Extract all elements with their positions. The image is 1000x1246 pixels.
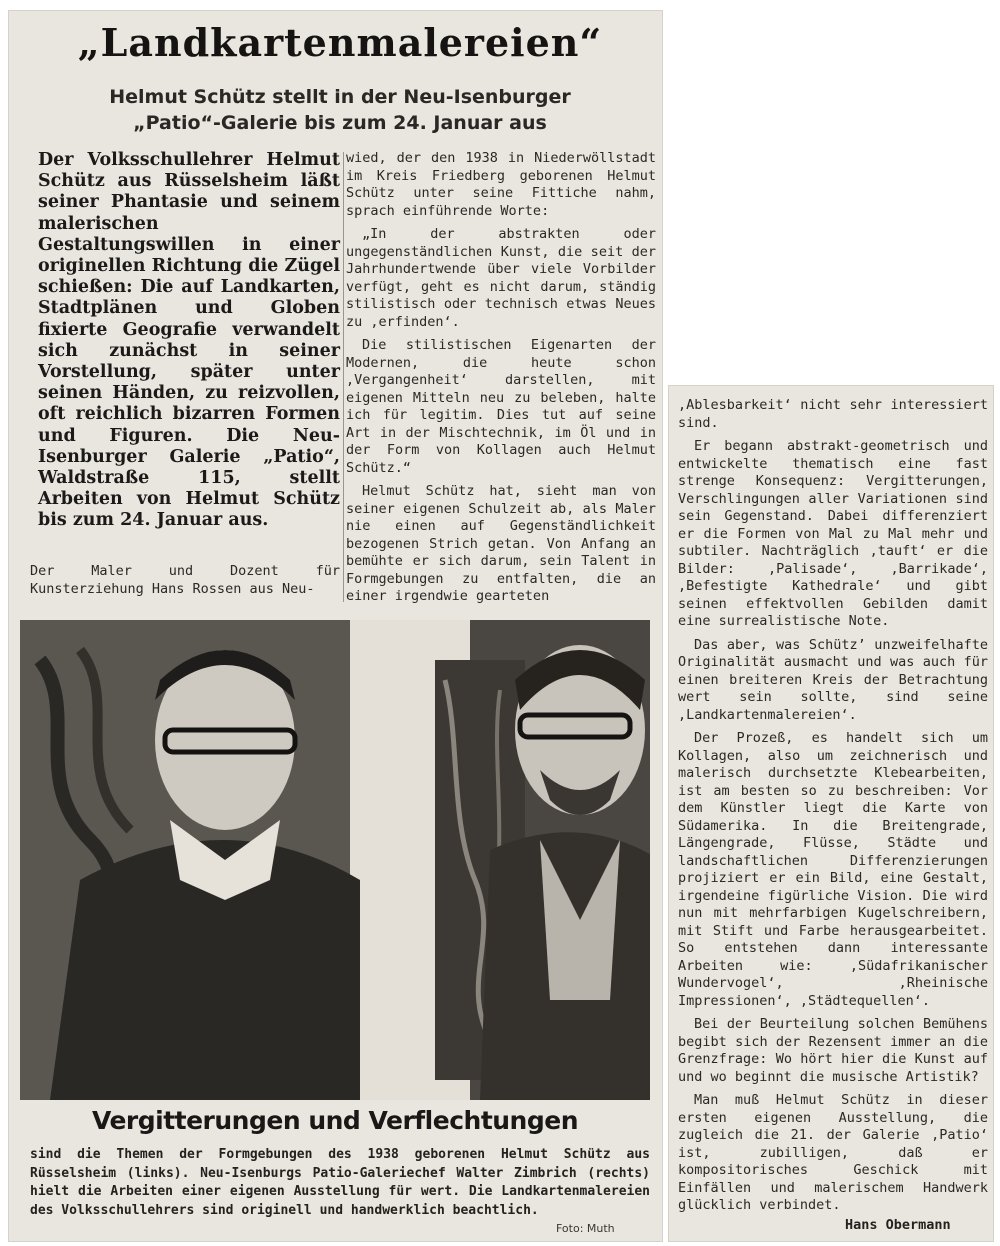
photo-caption-title: Vergitterungen und Verflechtungen [91, 1106, 579, 1135]
continuation-paragraph: Er begann abstrakt-geometrisch und entwickelte thematisch eine fast strenge Konsequenz: Vergitterungen, Verschlingungen aller Variationen sind sein Gegenstand. Dabei differenziert er die Formen von Mal zu Mal mehr und subtiler. Nachträglich ‚tauft‘ er die Bilder: ‚Palisade‘, ‚Barrikade‘, ‚Befestigte Kathedrale‘ und gibt seinen effektvollen Gebilden damit eine surrealistische Note. [678, 438, 988, 629]
subheadline-line-2: „Patio“-Galerie bis zum 24. Januar aus [133, 112, 547, 134]
continuation-paragraph: Bei der Beurteilung solchen Bemühens begibt sich der Rezensent immer an die Grenzfrage: Wo hört hier die Kunst auf und wo beginnt die musische Artistik? [678, 1016, 988, 1085]
column-2-paragraph: Die stilistischen Eigenarten der Modernen, die heute schon ‚Vergangenheit‘ darstellen, mit eigenen Mitteln neu zu beleben, halte ich für legitim. Dies tut auf seine Art in der Mischtechnik, im Öl und in der Form von Kollagen auch Helmut Schütz.“ [346, 337, 656, 476]
column-2-paragraph: wied, der den 1938 in Niederwöllstadt im Kreis Friedberg geborenen Helmut Schütz unter seine Fittiche nahm, sprach einführende Worte: [346, 150, 656, 219]
continuation-paragraph: ‚Ablesbarkeit‘ nicht sehr interessiert sind. [678, 397, 988, 431]
column-2-paragraph: Helmut Schütz hat, sieht man von seiner eigenen Schulzeit ab, als Maler nie einen auf Gegenständlichkeit bezogenen Strich getan. Von Anfang an bemühte er sich darum, sein Talent in Formgebungen zu entfalten, die an einer irgendwie gearteten [346, 483, 656, 604]
article-photo [20, 620, 650, 1100]
photo-credit: Foto: Muth [556, 1222, 615, 1235]
article-author: Hans Obermann [845, 1217, 951, 1233]
subheadline-line-1: Helmut Schütz stellt in der Neu-Isenburger [109, 86, 571, 108]
continuation-paragraph: Der Prozeß, es handelt sich um Kollagen, also um zeichnerisch und malerisch durchsetzte Klebearbeiten, ist am besten so zu beschreiben: Vor dem Künstler liegt die Karte von Südamerika. In die Breitengrade, Längengrade, Flüsse, Städte und landschaftlichen Differenzierungen projiziert er ein Bild, eine Gestalt, irgendeine figürliche Vision. Die wird nun mit mehrfarbigen Kugelschreibern, mit Stift und Farbe herausgearbeitet. So entstehen dann interessante Arbeiten wie: ‚Südafrikanischer Wundervogel‘, ‚Rheinische Impressionen‘, ‚Städtequellen‘. [678, 730, 988, 1009]
article-lead-paragraph: Der Volksschullehrer Helmut Schütz aus Rüsselsheim läßt seiner Phantasie und seinem malerischen Gestaltungswillen in einer originellen Richtung die Zügel schießen: Die auf Landkarten, Stadtplänen und Globen fixierte Geografie verwandelt sich zunächst in seiner Vorstellung, später unter seinen Händen, zu reizvollen, oft reichlich bizarren Formen und Figuren. Die Neu-Isenburger Galerie „Patio“, Waldstraße 115, stellt Arbeiten von Helmut Schütz bis zum 24. Januar aus. [38, 150, 340, 531]
continuation-paragraph: Das aber, was Schütz’ unzweifelhafte Originalität ausmacht und was auch für einen breiteren Kreis der Betrachtung wert sein sollte, sind seine ‚Landkartenmalereien‘. [678, 636, 988, 723]
article-lead-continuation: Der Maler und Dozent für Kunsterziehung Hans Rossen aus Neu- [30, 563, 340, 597]
photo-caption-text: sind die Themen der Formgebungen des 1938 geborenen Helmut Schütz aus Rüsselsheim (links). Neu-Isenburgs Patio-Galeriechef Walter Zimbrich (rechts) hielt die Arbeiten einer eigenen Ausstellung für wert. Die Landkartenmalereien des Volksschullehrers sind originell und handwerklich beachtlich. [30, 1147, 650, 1218]
article-continuation-column [678, 397, 988, 1221]
article-column-2 [346, 150, 656, 612]
column-divider [343, 152, 344, 602]
continuation-paragraph: Man muß Helmut Schütz in dieser ersten eigenen Ausstellung, die zugleich die 21. der Galerie ‚Patio‘ ist, zubilligen, daß er kompositorisches Geschick mit Einfällen und malerischem Handwerk glücklich verbindet. [678, 1092, 988, 1213]
column-2-paragraph: „In der abstrakten oder ungegenständlichen Kunst, die seit der Jahrhundertwende über viele Vorbilder verfügt, geht es nicht darum, ständig stilistisch oder technisch etwas Neues zu ‚erfinden‘. [346, 226, 656, 330]
article-headline: „Landkartenmalereien“ [77, 20, 603, 65]
photo-illustration [20, 620, 650, 1100]
article-subheadline [20, 84, 660, 136]
